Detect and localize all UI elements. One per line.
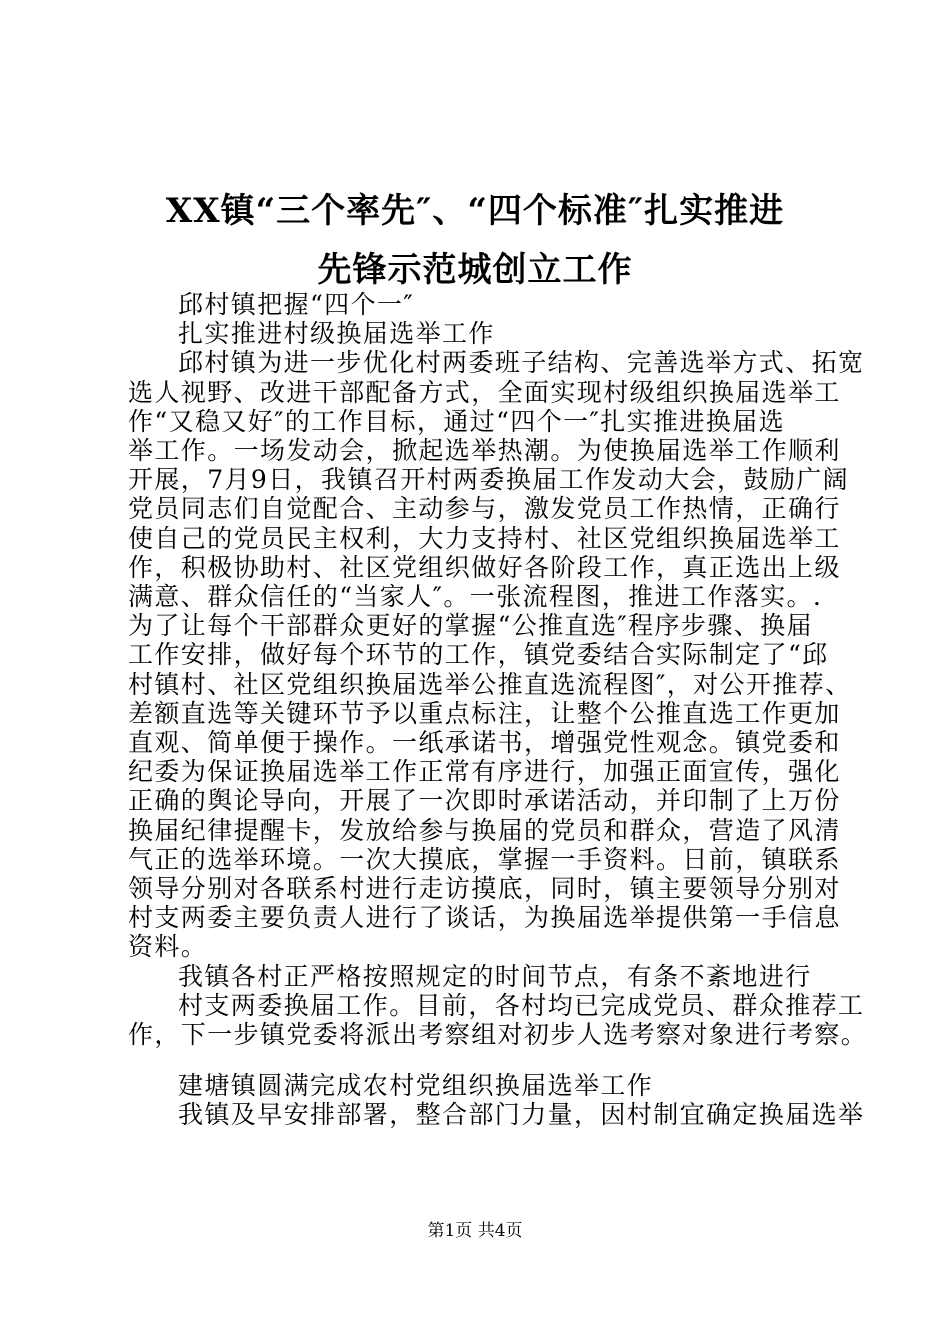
body-line: 为了让每个干部群众更好的掌握“公推直选″程序步骤、换届 bbox=[128, 611, 813, 640]
body-line: 村镇村、社区党组织换届选举公推直选流程图″，对公开推荐、 bbox=[128, 670, 852, 699]
body-line: 村支两委主要负责人进行了谈话，为换届选举提供第一手信息 bbox=[128, 903, 841, 932]
body-line: 举工作。一场发动会，掀起选举热潮。为使换届选举工作顺利 bbox=[128, 436, 841, 465]
body-line: 纪委为保证换届选举工作正常有序进行，加强正面宣传，强化 bbox=[128, 757, 841, 786]
body-line: 工作安排，做好每个环节的工作，镇党委结合实际制定了“邱 bbox=[128, 640, 829, 669]
subheading-line: 扎实推进村级换届选举工作 bbox=[178, 319, 495, 348]
body-line: 气正的选举环境。一次大摸底，掌握一手资料。日前，镇联系 bbox=[128, 845, 841, 874]
body-line: 开展，7月9日，我镇召开村两委换届工作发动大会，鼓励广阔 bbox=[128, 465, 850, 494]
body-line: 换届纪律提醒卡，发放给参与换届的党员和群众，营造了风清 bbox=[128, 816, 841, 845]
body-line: 资料。 bbox=[128, 932, 208, 961]
subheading-line: 邱村镇把握“四个一″ bbox=[178, 290, 415, 319]
body-line: 使自己的党员民主权利，大力支持村、社区党组织换届选举工 bbox=[128, 524, 841, 553]
body-line: 村支两委换届工作。目前，各村均已完成党员、群众推荐工 bbox=[178, 991, 865, 1020]
document-title-line-1: XX镇“三个率先″、“四个标准″扎实推进 bbox=[165, 191, 785, 231]
body-line: 正确的舆论导向，开展了一次即时承诺活动，并印制了上万份 bbox=[128, 786, 841, 815]
page-footer: 第1页 共4页 bbox=[427, 1221, 523, 1241]
body-line: 作，下一步镇党委将派出考察组对初步人选考察对象进行考察。 bbox=[128, 1020, 868, 1049]
body-line: 满意、群众信任的“当家人″。一张流程图，推进工作落实。. bbox=[128, 582, 823, 611]
body-line: 差额直选等关键环节予以重点标注，让整个公推直选工作更加 bbox=[128, 699, 841, 728]
body-line: 作，积极协助村、社区党组织做好各阶段工作，真正选出上级 bbox=[128, 553, 841, 582]
body-line: 我镇及早安排部署，整合部门力量，因村制宜确定换届选举 bbox=[178, 1100, 865, 1129]
body-line: 作“又稳又好″的工作目标，通过“四个一″扎实推进换届选 bbox=[128, 407, 786, 436]
body-line: 选人视野、改进干部配备方式，全面实现村级组织换届选举工 bbox=[128, 378, 841, 407]
body-line: 领导分别对各联系村进行走访摸底，同时，镇主要领导分别对 bbox=[128, 874, 841, 903]
section-heading: 建塘镇圆满完成农村党组织换届选举工作 bbox=[178, 1071, 654, 1100]
body-line: 党员同志们自觉配合、主动参与，激发党员工作热情，正确行 bbox=[128, 494, 841, 523]
body-line: 我镇各村正严格按照规定的时间节点，有条不紊地进行 bbox=[178, 962, 812, 991]
body-line: 直观、简单便于操作。一纸承诺书，增强党性观念。镇党委和 bbox=[128, 728, 841, 757]
document-title-line-2: 先锋示范城创立工作 bbox=[317, 250, 633, 290]
body-line: 邱村镇为进一步优化村两委班子结构、完善选举方式、拓宽 bbox=[178, 348, 865, 377]
